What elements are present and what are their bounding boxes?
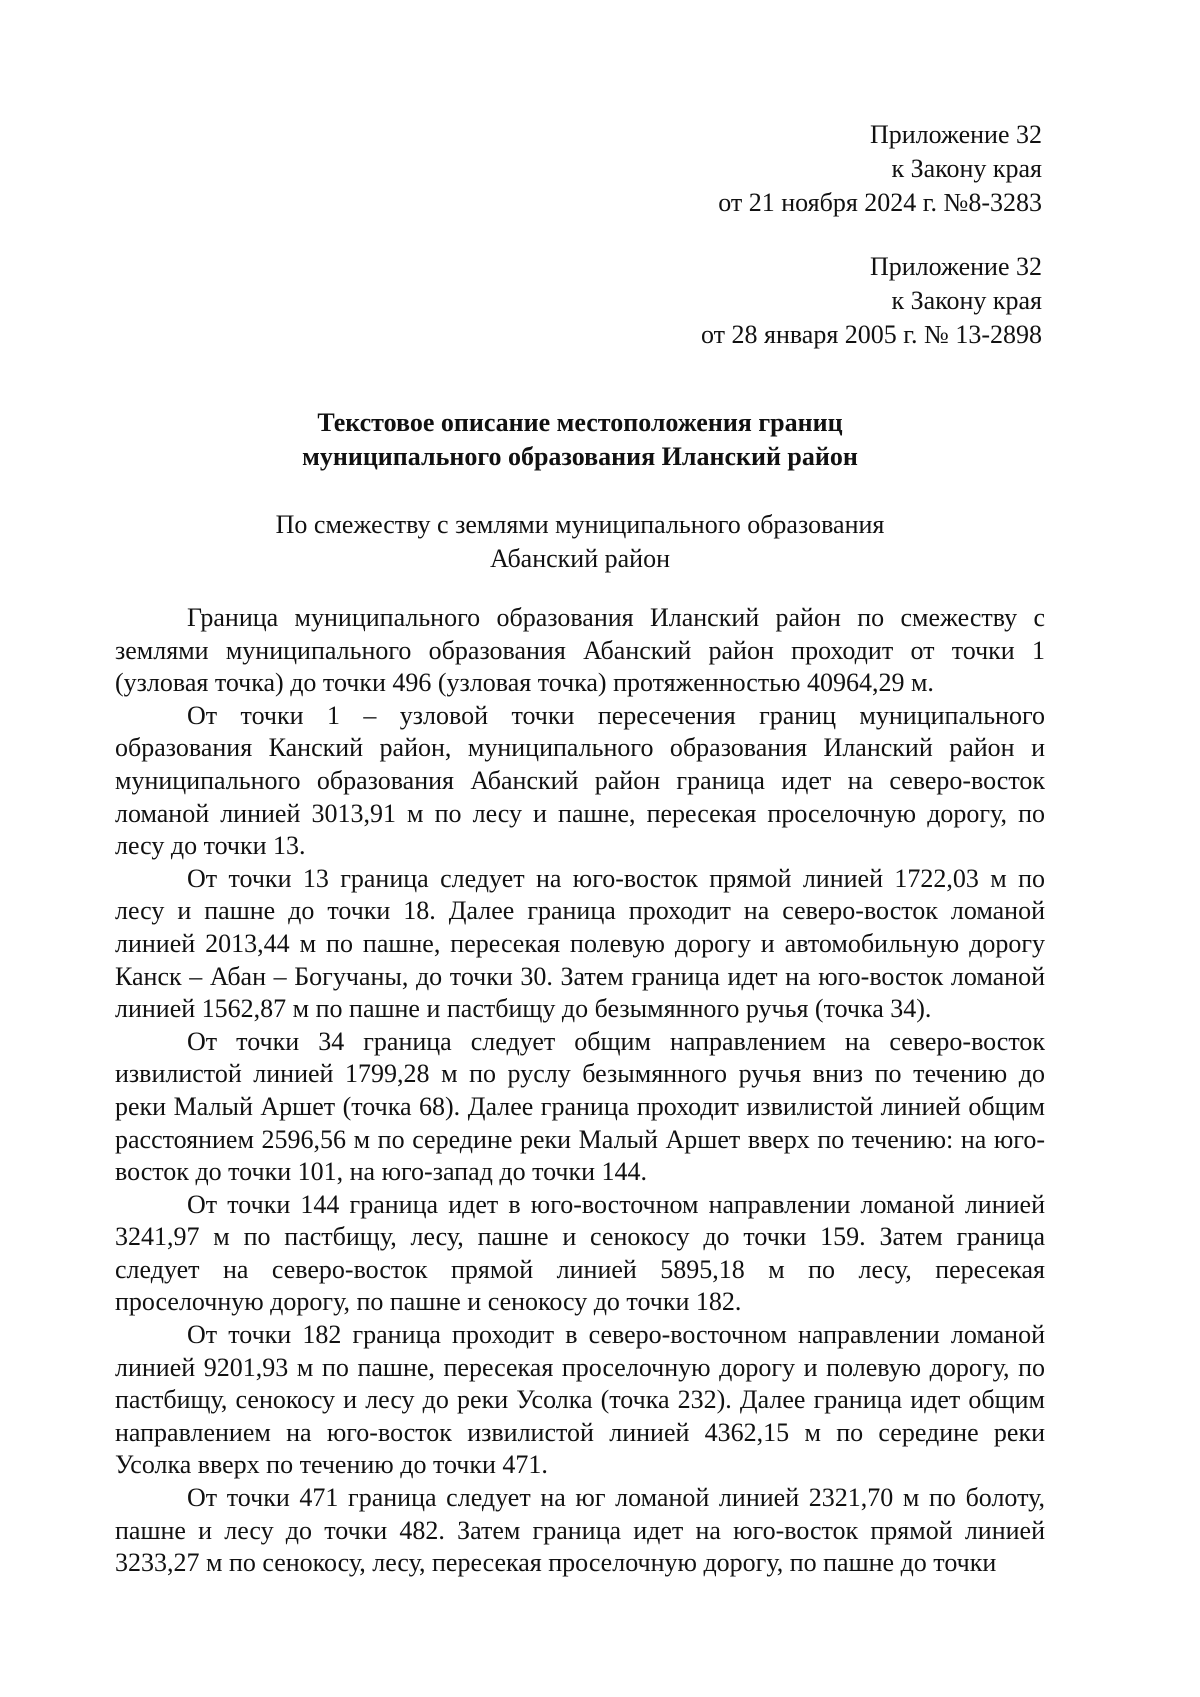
body-paragraph: От точки 144 граница идет в юго-восточном направлении ломаной линией 3241,97 м по пастбищу, лесу, пашне и сенокосу до точки 159. Затем граница следует на северо-восток прямой линией 5895,18 м по лесу, пересекая проселочную дорогу, по пашне и сенокосу до точки 182. xyxy=(115,1189,1045,1317)
annex-header-original xyxy=(701,250,1042,352)
section-heading-line: Абанский район xyxy=(489,544,670,573)
document-title-line: муниципального образования Иланский район xyxy=(302,442,858,471)
body-paragraph: От точки 471 граница следует на юг ломаной линией 2321,70 м по болоту, пашне и лесу до точки 482. Затем граница идет на юго-восток прямой линией 3233,27 м по сенокосу, лесу, пересекая проселочную дорогу, по пашне до точки xyxy=(115,1483,1045,1578)
annex-header-current xyxy=(718,118,1042,220)
annex-number: Приложение 32 xyxy=(869,252,1042,281)
annex-law-reference: к Закону края xyxy=(891,286,1042,315)
document-title xyxy=(115,406,1045,474)
body-paragraph: От точки 13 граница следует на юго-восток прямой линией 1722,03 м по лесу и пашне до точки 18. Далее граница проходит на северо-восток ломаной линией 2013,44 м по пашне, пересекая полевую дорогу и автомобильную дорогу Канск – Абан – Богучаны, до точки 30. Затем граница идет на юго-восток ломаной линией 1562,87 м по пашне и пастбищу до безымянного ручья (точка 34). xyxy=(115,863,1045,1024)
section-heading-line: По смежеству с землями муниципального образования xyxy=(275,510,885,539)
document-title-line: Текстовое описание местоположения границ xyxy=(317,408,843,437)
annex-law-date: от 21 ноября 2024 г. №8-3283 xyxy=(718,188,1042,217)
section-heading xyxy=(115,508,1045,576)
annex-law-date: от 28 января 2005 г. № 13-2898 xyxy=(700,320,1042,349)
body-paragraph: От точки 34 граница следует общим направлением на северо-восток извилистой линией 1799,28 м по руслу безымянного ручья вниз по течению до реки Малый Аршет (точка 68). Далее граница проходит извилистой линией общим расстоянием 2596,56 м по середине реки Малый Аршет вверх по течению: на юго-восток до точки 101, на юго-запад до точки 144. xyxy=(115,1026,1045,1187)
body-paragraph: Граница муниципального образования Иланский район по смежеству с землями муниципального образования Абанский район проходит от точки 1 (узловая точка) до точки 496 (узловая точка) протяженностью 40964,29 м. xyxy=(115,603,1045,698)
body-paragraph: От точки 182 граница проходит в северо-восточном направлении ломаной линией 9201,93 м по пашне, пересекая проселочную дорогу и полевую дорогу, по пастбищу, сенокосу и лесу до реки Усолка (точка 232). Далее граница идет общим направлением на юго-восток извилистой линией 4362,15 м по середине реки Усолка вверх по течению до точки 471. xyxy=(115,1320,1045,1480)
body-paragraph: От точки 1 – узловой точки пересечения границ муниципального образования Канский район, муниципального образования Иланский район и муниципального образования Абанский район граница идет на северо-восток ломаной линией 3013,91 м по лесу и пашне, пересекая проселочную дорогу, по лесу до точки 13. xyxy=(115,700,1045,861)
document-body xyxy=(115,602,1045,1580)
annex-number: Приложение 32 xyxy=(869,120,1042,149)
annex-law-reference: к Закону края xyxy=(891,154,1042,183)
